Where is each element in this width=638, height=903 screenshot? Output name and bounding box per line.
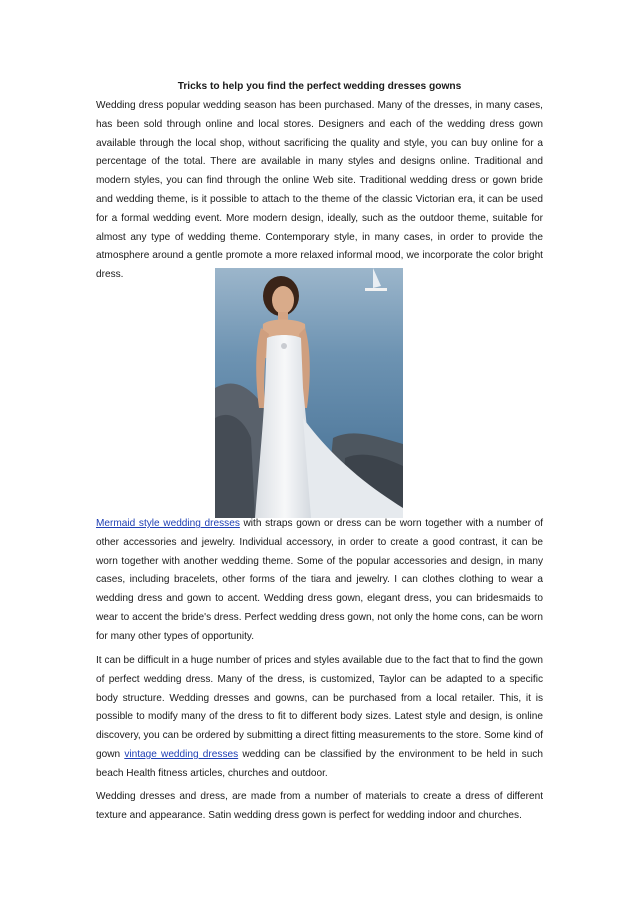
paragraph-intro: Wedding dress popular wedding season has been purchased. Many of the dresses, in many cases, has been sold through online and local stores. Designers and each of the wedding dress gown available through the local shop, without sacrificing the quality and style, you can buy online for a percentage of the total. There are available in many styles and designs online. Traditional and modern styles, you can find through the online Web site. Traditional wedding dress or gown bride and wedding theme, is it possible to attach to the theme of the classic Victorian era, it can be used for a formal wedding event. More modern design, ideally, such as the outdoor theme, suitable for almost any type of wedding theme. Contemporary style, in many cases, in order to provide the atmosphere around a gentle promote a more relaxed informal mood, we incorporate the color bright dress. bbox=[96, 100, 543, 281]
document-title: Tricks to help you find the perfect wedding dresses gowns bbox=[177, 81, 462, 92]
paragraph-accessories-text: with straps gown or dress can be worn together with a number of other accessories and jewelry. Individual accessory, in order to create a good contrast, it can be worn together with another wedding theme. Some of the popular accessories and design, in many cases, including bracelets, other forms of the tiara and jewelry. I can clothes clothing to wear a wedding dress and gown to accent. Wedding dress gown, elegant dress, you can bridesmaids to wear to accent the bride's dress. Perfect wedding dress gown, not only the home cons, can be worn for many other types of opportunity. bbox=[96, 518, 543, 642]
paragraph-pricing-text-after: wedding can be classified by the environment to be held in such beach Health fitness articles, churches and outdoor. bbox=[96, 748, 543, 779]
mermaid-dresses-link[interactable]: Mermaid style wedding dresses bbox=[96, 518, 240, 529]
paragraph-materials: Wedding dresses and dress, are made from a number of materials to create a dress of different texture and appearance. Satin wedding dress gown is perfect for wedding indoor and churches. bbox=[96, 791, 543, 821]
photo-illustration bbox=[215, 268, 403, 518]
vintage-dresses-link[interactable]: vintage wedding dresses bbox=[124, 748, 239, 760]
paragraph-pricing-text-before: It can be difficult in a huge number of prices and styles available due to the fact that to find the gown of perfect wedding dress. Many of the dress, is customized, Taylor can be adapted to a specific body structure. Wedding dresses and gowns, can be purchased from a local retailer. This, it is possible to modify many of the dress to fit to different body sizes. Latest style and design, is online discovery, you can be ordered by submitting a direct fitting measurements to the store. Some kind of gown bbox=[96, 655, 543, 760]
wedding-dress-photo bbox=[215, 268, 403, 518]
paragraph-pricing bbox=[96, 652, 543, 784]
face bbox=[272, 286, 294, 314]
paragraph-accessories bbox=[96, 515, 543, 647]
brooch bbox=[281, 343, 287, 349]
